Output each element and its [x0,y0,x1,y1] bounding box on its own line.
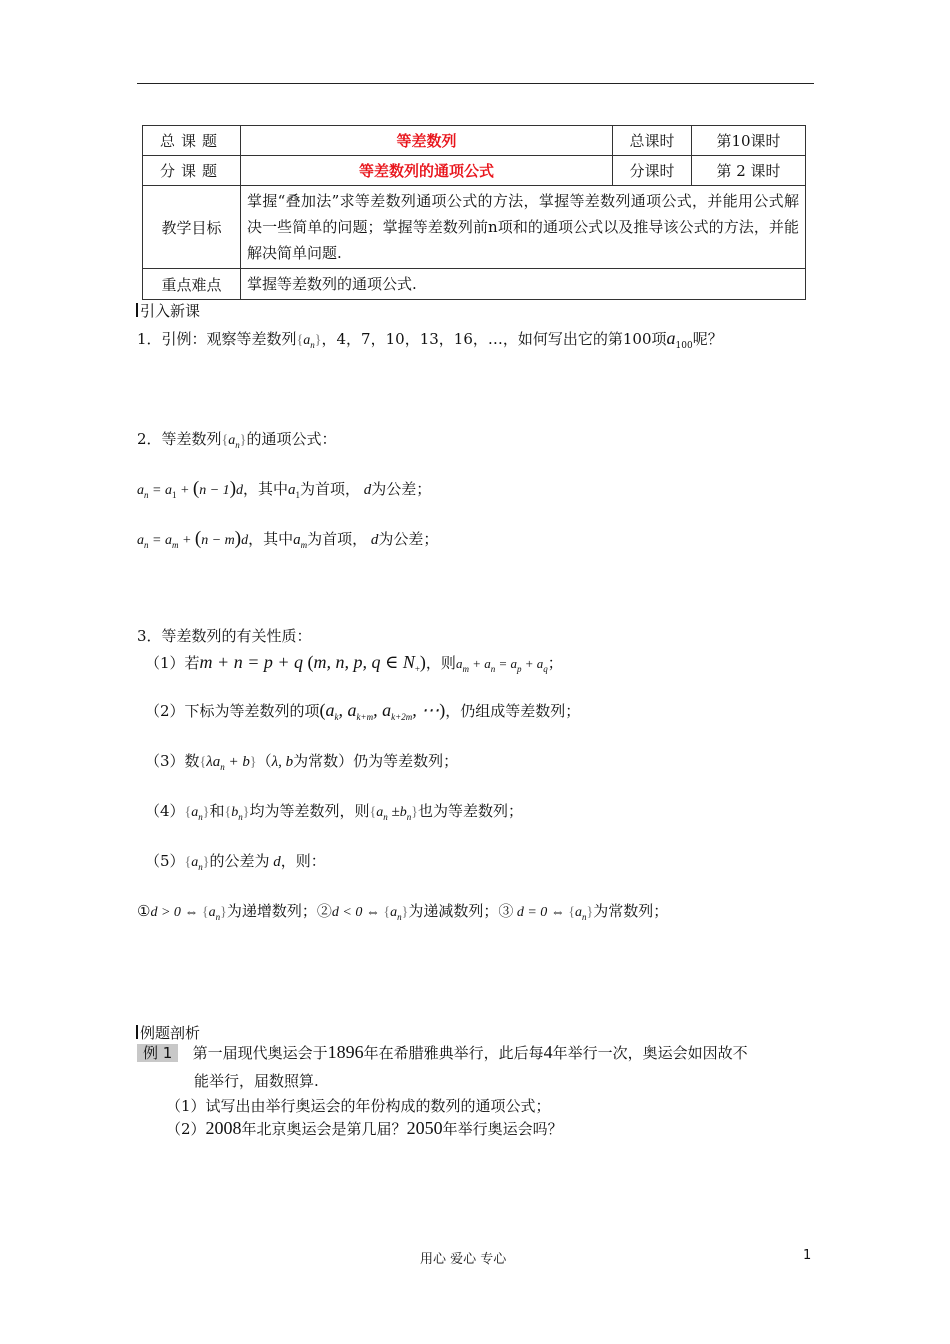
cell-label: 总课题 [143,126,241,156]
lesson-header-table [142,125,806,300]
table-row [143,186,806,269]
cell-label: 教学目标 [143,186,241,269]
property-2: （2）下标为等差数列的项($a_k$, $a_{k+m}$, $a_{k+2m}$, ⋯)，仍组成等差数列； [145,700,581,722]
property-5: $(5)\{a_n\}$的公差为 d，则： [145,852,326,872]
teaching-goals: 掌握“叠加法”求等差数列通项公式的方法，掌握等差数列通项公式，并能用公式解决一些简单的问题；掌握等差数列前n项和的通项公式以及推导该公式的方法，并能解决简单问题. [241,186,806,269]
cell-label: 分课题 [143,156,241,186]
example-line-1: 例 1 第一届现代奥运会于1896年在希腊雅典举行，此后每4年举行一次，奥运会如因故不 [137,1042,748,1063]
cell-label: 总课时 [613,126,692,156]
example-question-2: （2）2008年北京奥运会是第几届？2050年举行奥运会吗？ [166,1118,563,1138]
example-line-2: 能举行，届数照算. [194,1072,319,1090]
table-row [143,126,806,156]
table-row [143,156,806,186]
properties-heading: 3．等差数列的有关性质： [137,627,312,645]
property-4: $(4)\{a_n\}$和$\{b_n\}$均为等差数列，则$\{a_n \pm b_n\}$也为等差数列； [145,802,523,822]
section-title: 例题剖析 [136,1022,200,1043]
cell-value: 第 2 课时 [692,156,806,186]
example-tag: 例 1 [137,1044,178,1062]
header-rule [137,83,814,84]
intro-example: 1．引例：观察等差数列$\{a_n\}$，4，7，10，13，16，…，如何写出它的第100项$a_{100}$呢？ [137,328,723,351]
property-3: （3）数$\{\lambda a_n + b\}(\lambda$, b为常数）仍为等差数列； [145,752,459,772]
section-title: 引入新课 [136,300,200,321]
formula-1: $a_n = a_1 + (n - 1)d$，其中$a_1$为首项， d为公差； [137,478,432,500]
cell-value: 第10课时 [692,126,806,156]
formula-2: $a_n = a_m + (n - m)d$，其中$a_m$为首项， d为公差； [137,528,439,550]
footer-text: 用心 爱心 专心 [420,1252,507,1267]
lesson-title: 等差数列的通项公式 [241,156,613,186]
table-row [143,269,806,300]
cell-label: 重点难点 [143,269,241,300]
course-title: 等差数列 [241,126,613,156]
example-question-1: （1）试写出由举行奥运会的年份构成的数列的通项公式； [166,1097,551,1115]
property-1: （1）若m + n = p + q (m, n, p, q ∈ $N_+$)，则$a_m + a_n = a_p + a_q$； [145,652,563,674]
formula-heading: 2．等差数列$\{a_n\}$的通项公式： [137,430,337,450]
difference-cases: ①d > 0 ⇔ $\{a_n\}$为递增数列；②d < 0 ⇔ $\{a_n\}$为递减数列；③ d = 0 ⇔ $\{a_n\}$为常数列； [137,902,669,922]
cell-label: 分课时 [613,156,692,186]
page-number: 1 [803,1248,812,1263]
key-points: 掌握等差数列的通项公式. [241,269,806,300]
